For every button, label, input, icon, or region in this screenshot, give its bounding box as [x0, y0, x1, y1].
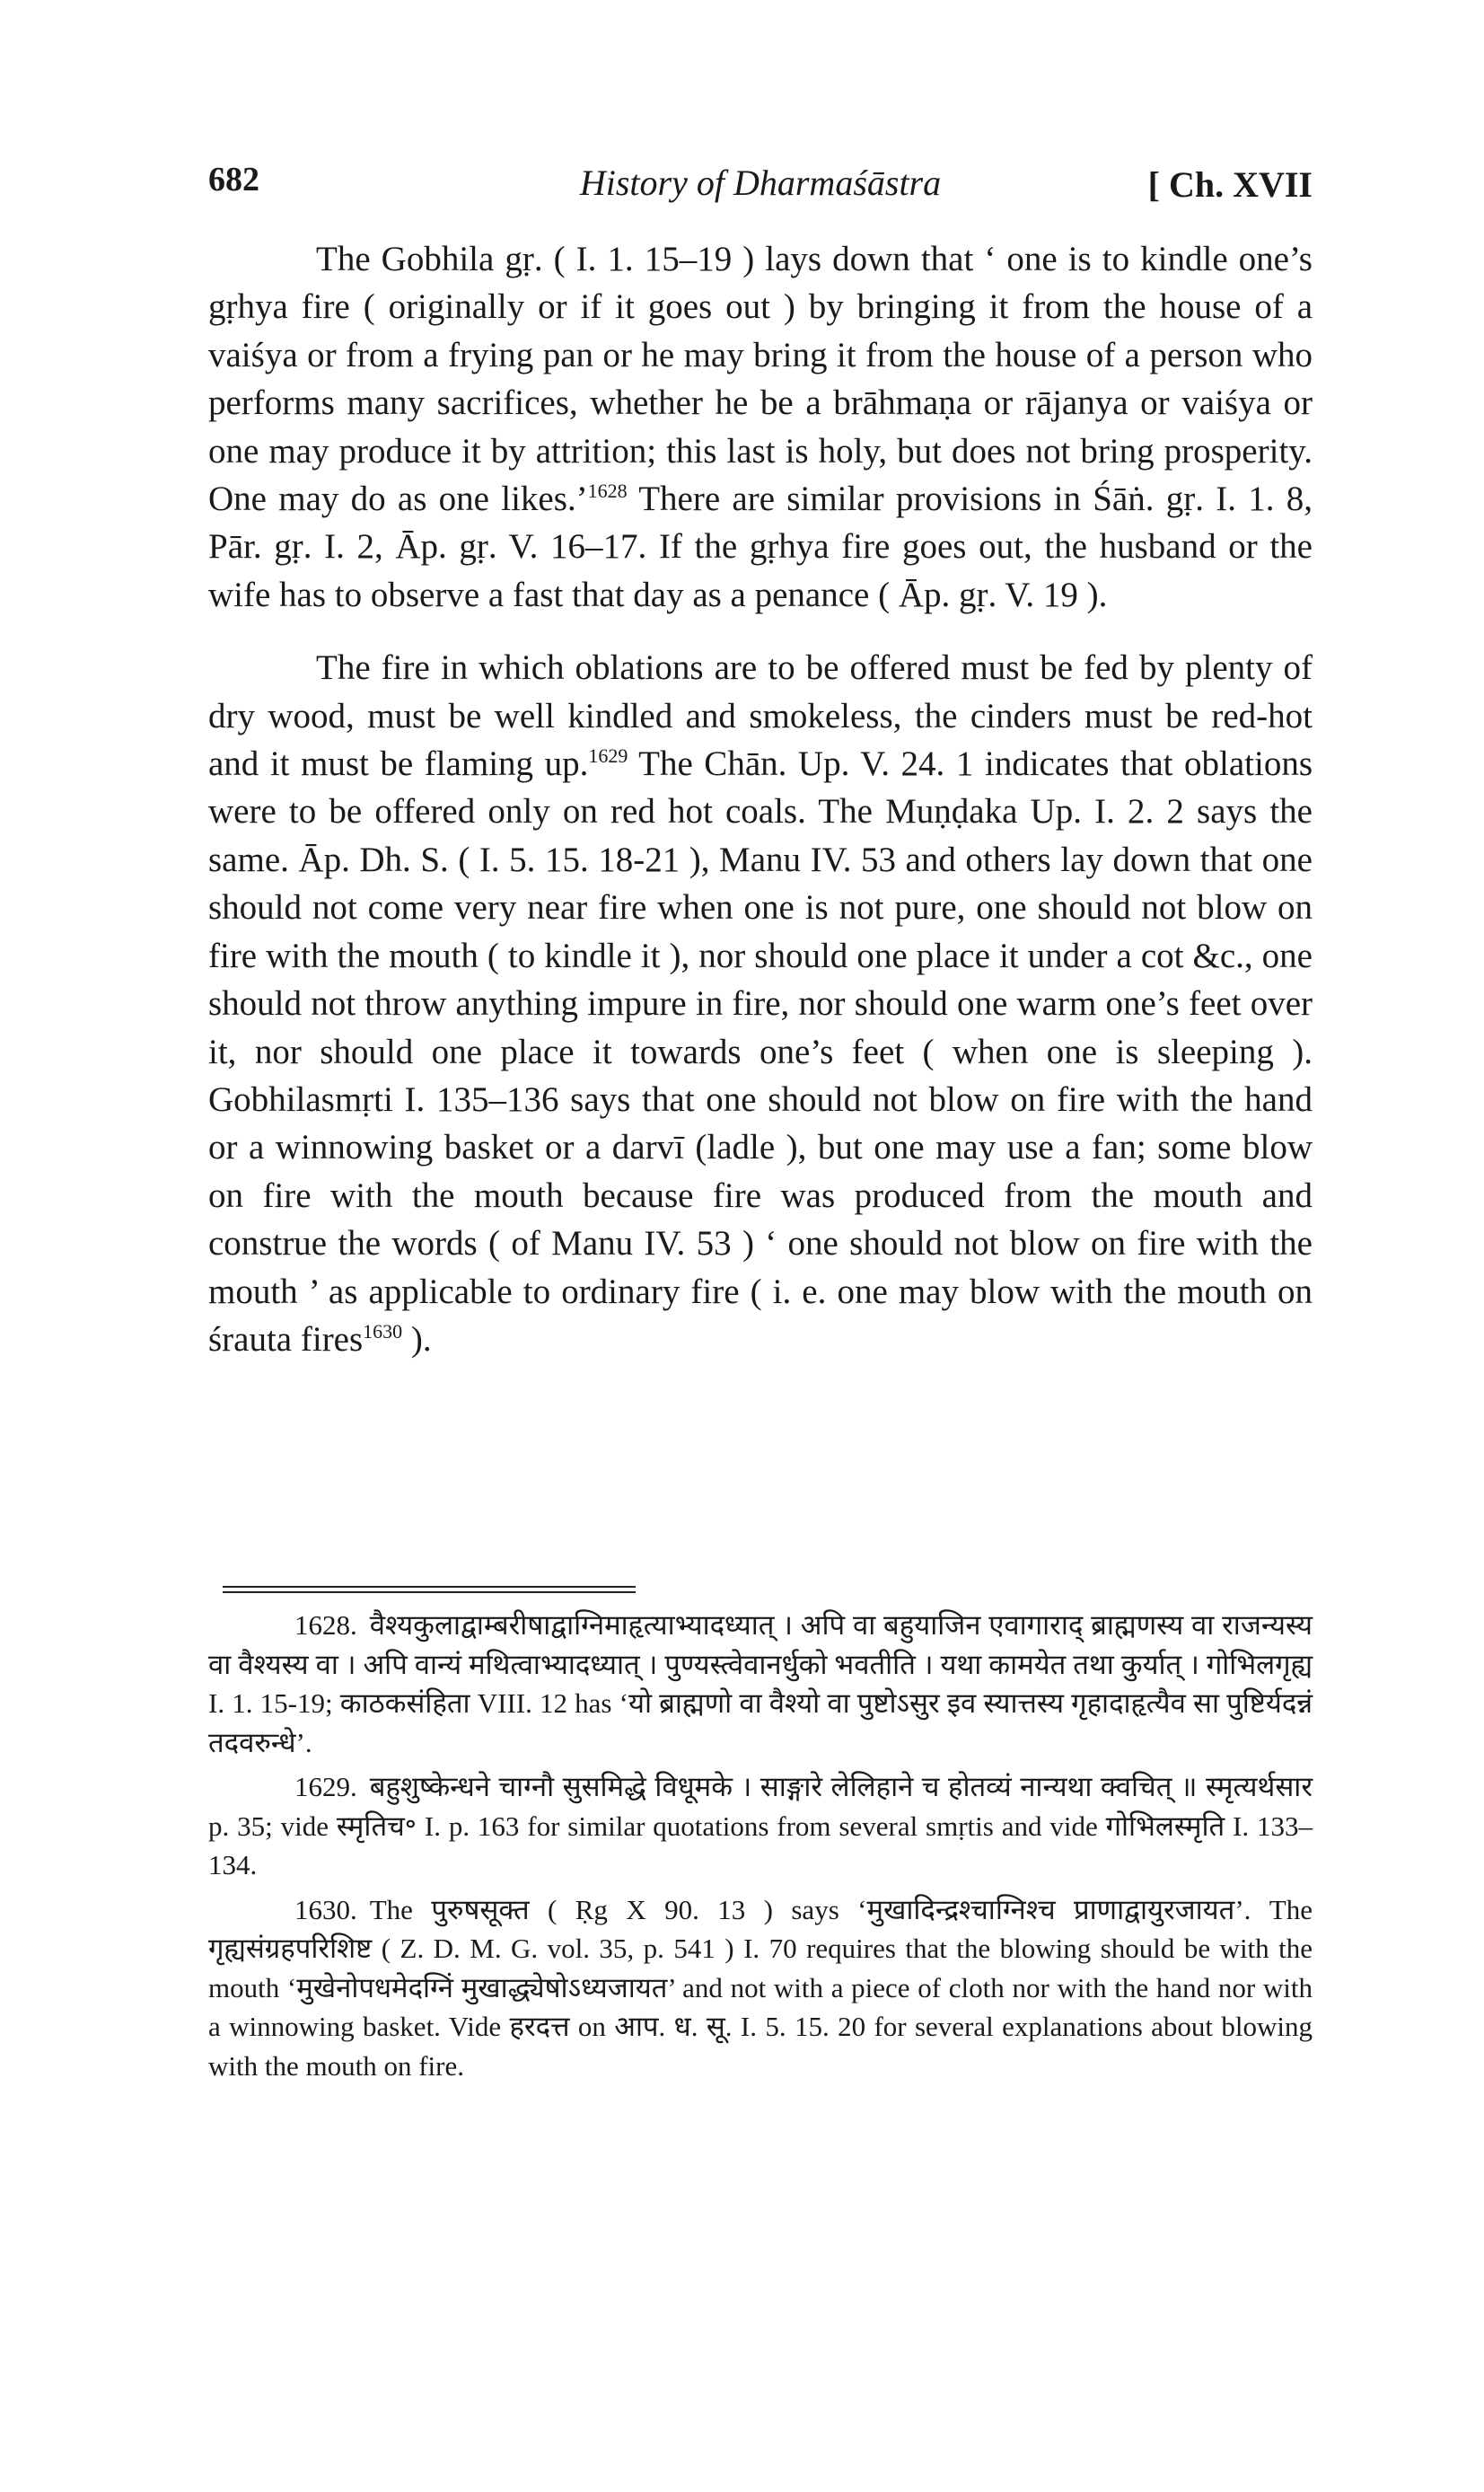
paragraph-text: The fire in which oblations are to be offered must be fed by plenty of dry wood, must be well kindled and smokeless, the cinders must be red-hot and it must be flaming up.: [208, 648, 1313, 784]
paragraph-text: ).: [402, 1319, 432, 1359]
footnote-text: बहुशुष्केन्धने चाग्नौ सुसमिद्धे विधूमके । साङ्गारे लेलिहाने च होतव्यं नान्यथा क्वचित् ॥ स्मृत्यर्थसार p. 35; vide स्मृतिच॰ I. p. 163 for similar quotations from several smṛtis and vide गोभिलस्मृति I. 133–134.: [208, 1771, 1313, 1880]
paragraph-text: The Chān. Up. V. 24. 1 indicates that oblations were to be offered only on red hot coals. The Muṇḍaka Up. I. 2. 2 says the same. Āp. Dh. S. ( I. 5. 15. 18-21 ), Manu IV. 53 and others lay down that one should not come very near fire when one is not pure, one should not blow on fire with the mouth ( to kindle it ), nor should one place it under a cot &c., one should not throw anything impure in fire, nor should one warm one’s feet over it, nor should one place it towards one’s feet ( when one is sleeping ). Gobhilasmṛti I. 135–136 says that one should not blow on fire with the hand or a winnowing basket or a darvī (ladle ), but one may use a fan; some blow on fire with the mouth because fire was produced from the mouth and construe the words ( of Manu IV. 53 ) ‘ one should not blow on fire with the mouth ’ as applicable to ordinary fire ( i. e. one may blow with the mouth on śrauta fires: [208, 744, 1313, 1359]
footnote-ref: 1628: [587, 480, 628, 503]
footnote-number: 1630.: [294, 1893, 357, 1925]
footnote-ref: 1629: [588, 744, 628, 768]
paragraph-text: The Gobhila gṛ. ( I. 1. 15–19 ) lays down that ‘ one is to kindle one’s gṛhya fire ( originally or if it goes out ) by bringing it from the house of a vaiśya or from a frying pan or he may bring it from the house of a person who performs many sacrifices, whether he be a brāhmaṇa or rājanya or vaiśya or one may produce it by attrition; this last is holy, but does not bring prosperity. One may do as one likes.’: [208, 240, 1313, 519]
chapter-label: [ Ch. XVII: [1147, 164, 1313, 205]
paragraph: [208, 644, 1313, 1363]
footnote-text: The पुरुषसूक्त ( Ṛg X 90. 13 ) says ‘मुखादिन्द्रश्चाग्निश्च प्राणाद्वायुरजायत’. The गृह्यसंग्रहपरिशिष्ट ( Z. D. M. G. vol. 35, p. 541 ) I. 70 requires that the blowing should be with the mouth ‘मुखेनोपधमेदग्निं मुखाद्ध्येषोऽध्यजायत’ and not with a piece of cloth nor with the hand nor with a winnowing basket. Vide हरदत्त on आप. ध. सू. I. 5. 15. 20 for several explanations about blowing with the mouth on fire.: [208, 1893, 1313, 2082]
footnote-text: वैश्यकुलाद्वाम्बरीषाद्वाग्निमाहृत्याभ्यादध्यात् । अपि वा बहुयाजिन एवागाराद् ब्राह्मणस्य वा राजन्यस्य वा वैश्यस्य वा । अपि वान्यं मथित्वाभ्यादध्यात् । पुण्यस्त्वेवानर्धुको भवतीति । यथा कामयेत तथा कुर्यात् । गोभिलगृह्य I. 1. 15-19; काठकसंहिता VIII. 12 has ‘यो ब्राह्मणो वा वैश्यो वा पुष्टोऽसुर इव स्यात्तस्य गृहादाहृत्यैव सा पुष्टिर्यदन्नं तदवरुन्धे’.: [208, 1609, 1313, 1758]
main-text: [208, 235, 1313, 1363]
footnote: [208, 1890, 1313, 2086]
footnote-divider: [223, 1586, 636, 1593]
footnote-number: 1628.: [294, 1609, 357, 1641]
page-header: [208, 160, 1313, 223]
running-title: History of Dharmaśāstra: [579, 163, 942, 203]
footnotes: [208, 1606, 1313, 2091]
paragraph: [208, 235, 1313, 619]
page-number: 682: [208, 161, 259, 198]
footnote-number: 1629.: [294, 1771, 357, 1802]
footnote: [208, 1767, 1313, 1885]
footnote-ref: 1630: [363, 1319, 403, 1343]
paragraph-text: There are similar provisions in Śāṅ. gṛ. I. 1. 8, Pār. gṛ. I. 2, Āp. gṛ. V. 16–17. If the gṛhya fire goes out, the husband or the wife has to observe a fast that day as a penance ( Āp. gṛ. V. 19 ).: [208, 480, 1313, 614]
footnote: [208, 1606, 1313, 1762]
